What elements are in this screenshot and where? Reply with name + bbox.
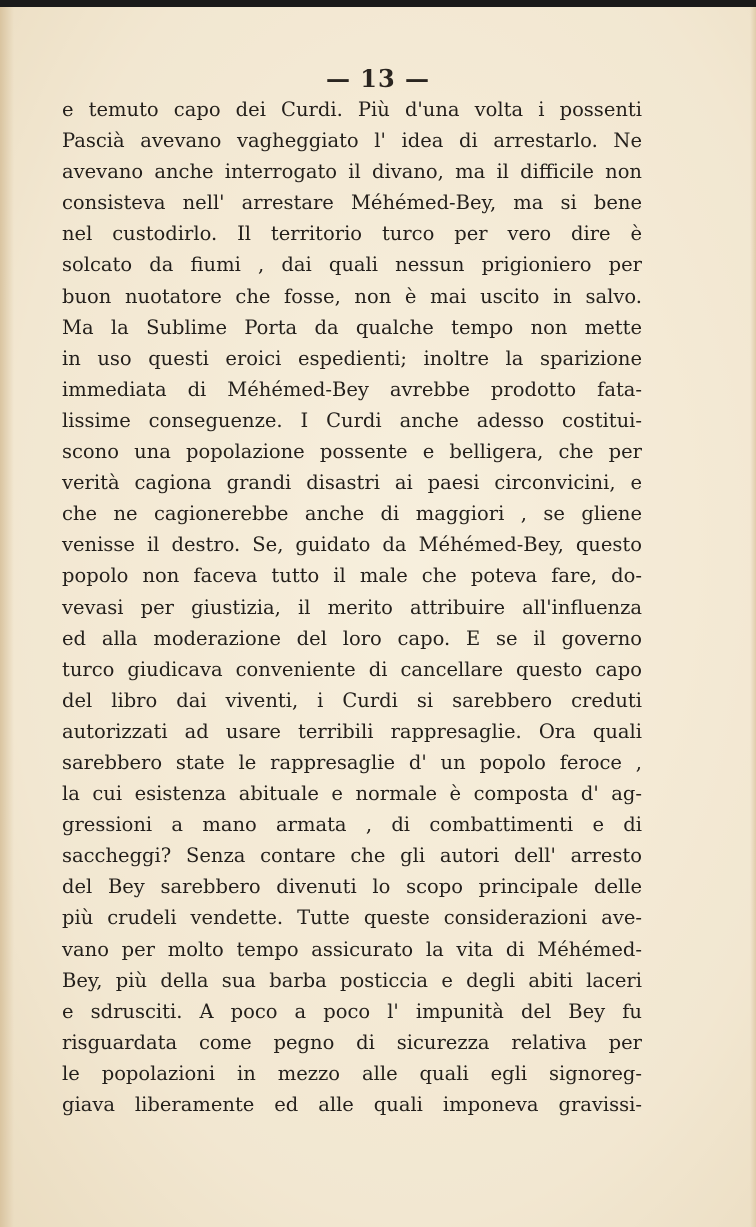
text-line: giava liberamente ed alle quali imponeva gravissi- [62,1093,642,1116]
text-line: Ma la Sublime Porta da qualche tempo non mette [62,315,642,339]
body-text [62,94,642,1120]
text-line: scono una popolazione possente e belligera, che per [62,440,642,464]
text-line: immediata di Méhémed-Bey avrebbe prodotto fata- [62,377,642,401]
page-edge-shadow [750,7,756,1227]
text-line: in uso questi eroici espedienti; inoltre la sparizione [62,346,642,370]
text-line: più crudeli vendette. Tutte queste considerazioni ave- [62,906,642,930]
scan-border-top [0,0,756,7]
text-line: consisteva nell' arrestare Méhémed-Bey, ma si bene [62,191,642,215]
text-line: e sdrusciti. A poco a poco l' impunità del Bey fu [62,999,642,1023]
page-number: — 13 — [325,64,431,93]
text-line: del Bey sarebbero divenuti lo scopo principale delle [62,875,642,899]
text-line: autorizzati ad usare terribili rappresaglie. Ora quali [62,719,642,743]
text-line: e temuto capo dei Curdi. Più d'una volta i possenti [62,98,642,121]
text-line: vano per molto tempo assicurato la vita di Méhémed- [62,937,642,961]
text-line: le popolazioni in mezzo alle quali egli signoreg- [62,1061,642,1085]
text-line: saccheggi? Senza contare che gli autori dell' arresto [62,844,642,868]
text-line: del libro dai viventi, i Curdi si sarebbero creduti [62,688,642,712]
text-line: lissime conseguenze. I Curdi anche adesso costitui- [62,408,642,432]
text-line: Pascià avevano vagheggiato l' idea di arrestarlo. Ne [62,129,642,153]
text-line: venisse il destro. Se, guidato da Méhémed-Bey, questo [62,533,642,557]
text-line: buon nuotatore che fosse, non è mai uscito in salvo. [62,284,642,308]
text-line: la cui esistenza abituale e normale è composta d' ag- [62,782,642,806]
text-line: turco giudicava conveniente di cancellare questo capo [62,657,642,681]
text-line: nel custodirlo. Il territorio turco per vero dire è [62,222,642,246]
text-line: popolo non faceva tutto il male che poteva fare, do- [62,564,642,588]
text-line: solcato da fiumi , dai quali nessun prigioniero per [62,253,642,277]
text-line: Bey, più della sua barba posticcia e degli abiti laceri [62,968,642,992]
text-line: sarebbero state le rappresaglie d' un popolo feroce , [62,750,642,774]
text-line: risguardata come pegno di sicurezza relativa per [62,1030,642,1054]
text-line: che ne cagionerebbe anche di maggiori , se gliene [62,502,642,526]
text-line: verità cagiona grandi disastri ai paesi circonvicini, e [62,471,642,495]
text-line: avevano anche interrogato il divano, ma il difficile non [62,160,642,184]
text-line: vevasi per giustizia, il merito attribuire all'influenza [62,595,642,619]
page-gutter-shadow [0,7,14,1227]
text-line: gressioni a mano armata , di combattimenti e di [62,813,642,837]
text-line: ed alla moderazione del loro capo. E se il governo [62,626,642,650]
